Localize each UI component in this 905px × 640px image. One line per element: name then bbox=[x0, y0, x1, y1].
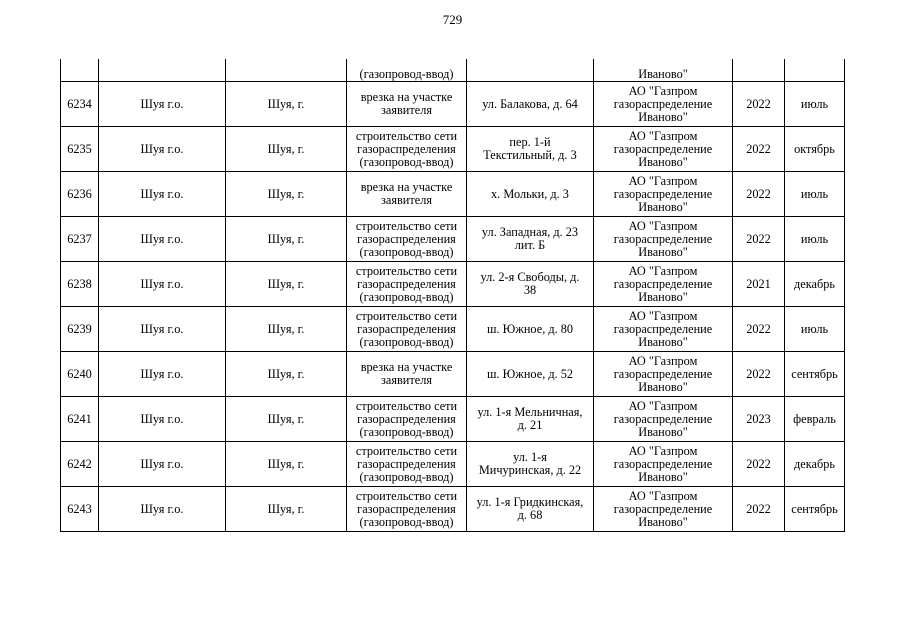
cell-address-line: ул. 2-я Свободы, д. bbox=[480, 270, 580, 284]
cell-address-line: Мичуринская, д. 22 bbox=[478, 463, 582, 477]
cell-organization bbox=[594, 82, 733, 127]
cell-address-line: д. 68 bbox=[517, 508, 543, 522]
cell-work-type-line: заявителя bbox=[381, 103, 432, 117]
cell-district: Шуя г.о. bbox=[99, 262, 226, 307]
cell-year: 2022 bbox=[733, 172, 785, 217]
cell-district: Шуя г.о. bbox=[99, 217, 226, 262]
cell-organization-line: Иваново" bbox=[638, 154, 688, 169]
cell-district bbox=[99, 59, 226, 82]
cell-organization bbox=[594, 172, 733, 217]
cell-work-type: (газопровод-ввод) bbox=[347, 59, 467, 82]
cell-year bbox=[733, 59, 785, 82]
cell-organization-line: Иваново" bbox=[638, 379, 688, 394]
cell-work-type-line: строительство сети bbox=[355, 128, 458, 143]
cell-work-type bbox=[347, 307, 467, 352]
cell-organization-line: газораспределение bbox=[613, 141, 713, 156]
cell-work-type-line: строительство сети bbox=[355, 308, 458, 323]
cell-organization: Иваново" bbox=[594, 59, 733, 82]
table-row bbox=[61, 307, 845, 352]
cell-year: 2022 bbox=[733, 127, 785, 172]
table-row bbox=[61, 352, 845, 397]
cell-address bbox=[467, 82, 594, 127]
cell-year: 2022 bbox=[733, 217, 785, 262]
cell-settlement: Шуя, г. bbox=[226, 172, 347, 217]
cell-work-type-line: (газопровод-ввод) bbox=[359, 244, 454, 259]
cell-organization-line: газораспределение bbox=[613, 411, 713, 426]
cell-organization-line: АО "Газпром bbox=[628, 83, 698, 98]
cell-organization-line: Иваново" bbox=[638, 289, 688, 304]
table-row bbox=[61, 442, 845, 487]
gas-connection-table bbox=[60, 59, 845, 532]
cell-organization bbox=[594, 262, 733, 307]
cell-address bbox=[467, 172, 594, 217]
cell-work-type bbox=[347, 397, 467, 442]
cell-work-type bbox=[347, 442, 467, 487]
cell-work-type-line: газораспределения bbox=[357, 411, 456, 426]
cell-work-type bbox=[347, 487, 467, 532]
cell-settlement: Шуя, г. bbox=[226, 127, 347, 172]
cell-organization-line: АО "Газпром bbox=[628, 218, 698, 233]
cell-address-line: пер. 1-й bbox=[509, 135, 551, 149]
cell-work-type-line: газораспределения bbox=[357, 321, 456, 336]
cell-address-line: ул. 1-я Мельничная, bbox=[477, 405, 583, 419]
cell-num: 6243 bbox=[61, 487, 99, 532]
table-row bbox=[61, 262, 845, 307]
cell-work-type-line: (газопровод-ввод) bbox=[359, 424, 454, 439]
cell-organization-line: газораспределение bbox=[613, 186, 713, 201]
cell-address-line: ш. Южное, д. 52 bbox=[486, 366, 574, 381]
cell-work-type-line: врезка на участке bbox=[360, 360, 453, 374]
cell-organization bbox=[594, 352, 733, 397]
cell-num: 6235 bbox=[61, 127, 99, 172]
cell-organization bbox=[594, 127, 733, 172]
cell-num: 6241 bbox=[61, 397, 99, 442]
cell-organization bbox=[594, 397, 733, 442]
cell-settlement: Шуя, г. bbox=[226, 487, 347, 532]
cell-district: Шуя г.о. bbox=[99, 82, 226, 127]
cell-month: июль bbox=[785, 82, 845, 127]
cell-organization-line: газораспределение bbox=[613, 501, 713, 516]
table-row bbox=[61, 172, 845, 217]
table-row bbox=[61, 127, 845, 172]
cell-organization-line: газораспределение bbox=[613, 276, 713, 291]
cell-organization bbox=[594, 307, 733, 352]
cell-work-type bbox=[347, 82, 467, 127]
cell-work-type-line: (газопровод-ввод) bbox=[359, 334, 454, 349]
cell-address-line: х. Мольки, д. 3 bbox=[491, 186, 569, 201]
cell-work-type bbox=[347, 262, 467, 307]
table-row bbox=[61, 487, 845, 532]
cell-work-type bbox=[347, 127, 467, 172]
table-row bbox=[61, 82, 845, 127]
cell-work-type bbox=[347, 217, 467, 262]
cell-year: 2022 bbox=[733, 307, 785, 352]
cell-num: 6236 bbox=[61, 172, 99, 217]
cell-address-line: ул. 1-я bbox=[513, 450, 547, 464]
cell-organization-line: Иваново" bbox=[638, 199, 688, 214]
cell-month: декабрь bbox=[785, 442, 845, 487]
cell-settlement: Шуя, г. bbox=[226, 397, 347, 442]
cell-work-type-line: строительство сети bbox=[355, 218, 458, 233]
cell-month: сентябрь bbox=[785, 487, 845, 532]
cell-district: Шуя г.о. bbox=[99, 397, 226, 442]
cell-work-type-line: строительство сети bbox=[355, 263, 458, 278]
cell-district: Шуя г.о. bbox=[99, 442, 226, 487]
cell-address-line: ул. 1-я Гридкинская, bbox=[476, 495, 584, 509]
cell-work-type bbox=[347, 352, 467, 397]
cell-organization-line: Иваново" bbox=[638, 244, 688, 259]
cell-num: 6239 bbox=[61, 307, 99, 352]
cell-organization bbox=[594, 442, 733, 487]
cell-month bbox=[785, 59, 845, 82]
cell-num: 6242 bbox=[61, 442, 99, 487]
cell-num bbox=[61, 59, 99, 82]
cell-month: июль bbox=[785, 172, 845, 217]
cell-organization-line: АО "Газпром bbox=[628, 443, 698, 458]
cell-month: декабрь bbox=[785, 262, 845, 307]
cell-work-type-line: (газопровод-ввод) bbox=[359, 289, 454, 304]
cell-district: Шуя г.о. bbox=[99, 352, 226, 397]
table-row bbox=[61, 397, 845, 442]
cell-address-line: Текстильный, д. 3 bbox=[483, 148, 577, 162]
cell-work-type-line: врезка на участке bbox=[360, 90, 453, 104]
cell-address bbox=[467, 352, 594, 397]
cell-organization-line: АО "Газпром bbox=[628, 398, 698, 413]
cell-year: 2022 bbox=[733, 442, 785, 487]
cell-settlement: Шуя, г. bbox=[226, 307, 347, 352]
cell-address bbox=[467, 397, 594, 442]
cell-address-line: лит. Б bbox=[514, 238, 546, 252]
cell-organization bbox=[594, 487, 733, 532]
cell-district: Шуя г.о. bbox=[99, 127, 226, 172]
cell-month: июль bbox=[785, 217, 845, 262]
cell-work-type-line: врезка на участке bbox=[360, 180, 453, 194]
cell-organization-line: Иваново" bbox=[638, 514, 688, 529]
cell-work-type-line: заявителя bbox=[381, 373, 432, 387]
cell-address-line: ш. Южное, д. 80 bbox=[486, 321, 574, 336]
table-row bbox=[61, 217, 845, 262]
cell-district: Шуя г.о. bbox=[99, 307, 226, 352]
cell-settlement: Шуя, г. bbox=[226, 217, 347, 262]
cell-organization-line: АО "Газпром bbox=[628, 353, 698, 368]
cell-organization-line: АО "Газпром bbox=[628, 263, 698, 278]
page-number: 729 bbox=[442, 12, 463, 27]
cell-year: 2022 bbox=[733, 82, 785, 127]
cell-settlement: Шуя, г. bbox=[226, 352, 347, 397]
cell-month: июль bbox=[785, 307, 845, 352]
cell-address bbox=[467, 262, 594, 307]
cell-address bbox=[467, 487, 594, 532]
cell-address-line: д. 21 bbox=[517, 418, 543, 432]
cell-work-type-line: (газопровод-ввод) bbox=[359, 469, 454, 484]
cell-settlement bbox=[226, 59, 347, 82]
cell-num: 6238 bbox=[61, 262, 99, 307]
cell-organization-line: газораспределение bbox=[613, 231, 713, 246]
cell-district: Шуя г.о. bbox=[99, 172, 226, 217]
cell-organization-line: АО "Газпром bbox=[628, 173, 698, 188]
cell-month: февраль bbox=[785, 397, 845, 442]
continuation-row bbox=[61, 59, 845, 82]
cell-address bbox=[467, 307, 594, 352]
cell-settlement: Шуя, г. bbox=[226, 442, 347, 487]
cell-organization-line: газораспределение bbox=[613, 366, 713, 381]
cell-work-type bbox=[347, 172, 467, 217]
cell-address bbox=[467, 217, 594, 262]
cell-year: 2021 bbox=[733, 262, 785, 307]
cell-organization-line: газораспределение bbox=[613, 96, 713, 111]
cell-num: 6234 bbox=[61, 82, 99, 127]
cell-num: 6240 bbox=[61, 352, 99, 397]
cell-work-type-line: (газопровод-ввод) bbox=[359, 154, 454, 169]
cell-year: 2023 bbox=[733, 397, 785, 442]
cell-organization bbox=[594, 217, 733, 262]
cell-address bbox=[467, 59, 594, 82]
cell-organization-line: Иваново" bbox=[638, 334, 688, 349]
cell-work-type-line: заявителя bbox=[381, 193, 432, 207]
cell-organization-line: Иваново" bbox=[638, 424, 688, 439]
cell-organization-line: газораспределение bbox=[613, 456, 713, 471]
cell-organization-line: АО "Газпром bbox=[628, 308, 698, 323]
table-body bbox=[61, 59, 845, 532]
cell-organization-line: АО "Газпром bbox=[628, 488, 698, 503]
cell-work-type-line: газораспределения bbox=[357, 276, 456, 291]
cell-year: 2022 bbox=[733, 352, 785, 397]
cell-month: октябрь bbox=[785, 127, 845, 172]
cell-year: 2022 bbox=[733, 487, 785, 532]
cell-work-type-line: газораспределения bbox=[357, 231, 456, 246]
cell-organization-line: Иваново" bbox=[638, 469, 688, 484]
cell-address-line: 38 bbox=[523, 283, 537, 297]
cell-work-type-line: газораспределения bbox=[357, 456, 456, 471]
cell-organization-line: АО "Газпром bbox=[628, 128, 698, 143]
cell-settlement: Шуя, г. bbox=[226, 262, 347, 307]
cell-work-type-line: газораспределения bbox=[357, 501, 456, 516]
cell-address bbox=[467, 442, 594, 487]
cell-settlement: Шуя, г. bbox=[226, 82, 347, 127]
cell-district: Шуя г.о. bbox=[99, 487, 226, 532]
cell-work-type-line: строительство сети bbox=[355, 488, 458, 503]
cell-work-type-line: (газопровод-ввод) bbox=[359, 514, 454, 529]
cell-work-type-line: строительство сети bbox=[355, 398, 458, 413]
cell-organization-line: газораспределение bbox=[613, 321, 713, 336]
cell-address-line: ул. Балакова, д. 64 bbox=[482, 96, 578, 111]
cell-work-type-line: газораспределения bbox=[357, 141, 456, 156]
cell-work-type-line: строительство сети bbox=[355, 443, 458, 458]
cell-address bbox=[467, 127, 594, 172]
cell-num: 6237 bbox=[61, 217, 99, 262]
cell-month: сентябрь bbox=[785, 352, 845, 397]
cell-address-line: ул. Западная, д. 23 bbox=[481, 225, 579, 239]
cell-organization-line: Иваново" bbox=[638, 109, 688, 124]
